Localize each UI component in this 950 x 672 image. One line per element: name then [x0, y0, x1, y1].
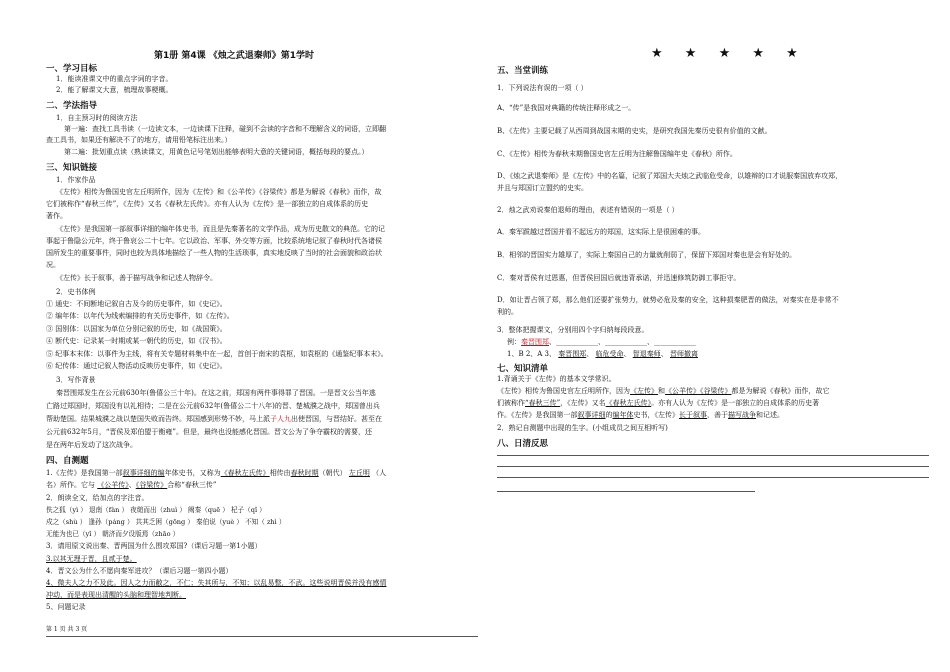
- knowledge-10: 2．史书体例: [56, 288, 96, 296]
- knowledge-14: ④ 断代史：记录某一时期或某一朝代的历史，如《汉书》。: [46, 337, 227, 345]
- goal-2: 2．能了解课文大意，梳理故事梗概。: [56, 86, 173, 94]
- section-reflection: 八、日清反思: [497, 439, 549, 449]
- section-checklist: 七、知识清单: [497, 364, 549, 374]
- page-footer: 第 1 页 共 3 页: [46, 626, 88, 633]
- q2-a: A．秦军跋越过晋国并看不起远方的郑国，这实际上是很困难的事。: [497, 228, 706, 236]
- knowledge-3: 它们被称作“春秋三传”，《左传》又名《春秋左氏传》。亦有人认为《左传》是一部独立的自成体系的历史: [46, 200, 369, 208]
- answers: 1、B 2、A 3、 秦晋围郑、 临危受命、 智退秦师、 晋师撤离: [507, 350, 698, 358]
- test-3: 3．请用原文说出秦、晋两国为什么围攻郑国?（课后习题一第1小题）: [46, 542, 262, 550]
- q3: 3．整体把握课文，分别用四个字归纳每段段意。: [497, 326, 649, 334]
- knowledge-21: 公元前632年5月，“晋侯及郑伯盟于衡雍”。但是，最终也没能感化晋国。晋文公为了争夺霸权的需要，还: [46, 428, 372, 436]
- method-1: 1．自主预习时的阅读方法: [56, 114, 138, 122]
- goal-1: 1．能读准课文中的重点字词的字音。: [56, 75, 173, 83]
- knowledge-1: 1．作家作品: [56, 176, 96, 184]
- q1-d-2: 并且与郑国订立盟约的史实。: [497, 184, 588, 192]
- checklist-3: 们被称作“春秋三传”，《左传》又名《春秋左氏传》。亦有人认为《左传》是一部独立的自成体系的历史著: [497, 399, 820, 407]
- q1: 1．下列说法有误的一项（ ）: [497, 84, 588, 92]
- section-practice: 五、当堂训练: [497, 66, 549, 76]
- q1-a: A、“传”是我国对典籍的传统注释形成之一。: [497, 104, 636, 112]
- test-2: 2．朗读全文，给加点的字注音。: [46, 494, 149, 502]
- knowledge-19: 亡路过郑国时，郑国没有以礼相待；二是在公元前632年(鲁僖公二十八年)的晋、楚城濮之战中，郑国曾出兵: [46, 402, 380, 410]
- section-knowledge: 三、知识链接: [46, 163, 98, 173]
- knowledge-22: 是在两年后发动了这次战争。: [46, 441, 137, 449]
- test-1b: 名）所作。它与 《公羊传》、《谷梁传》合称“春秋三传”: [46, 481, 217, 489]
- knowledge-18: 秦晋围郑发生在公元前630年(鲁僖公三十年)。在这之前，郑国有两件事得罪了晋国。一是晋文公当年逃: [56, 389, 376, 397]
- test-5: 5、问题记录: [46, 603, 86, 611]
- page-title: 第1册 第4课 《烛之武退秦师》第1学时: [154, 51, 315, 61]
- knowledge-16: ⑥ 纪传体：通过记叙人物活动反映历史事件，如《史记》。: [46, 362, 227, 370]
- q1-c: C、《左传》相传为春秋末期鲁国史官左丘明为注解鲁国编年史《春秋》所作。: [497, 150, 737, 158]
- knowledge-13: ③ 国别体：以国家为单位分别记叙的历史，如《战国策》。: [46, 325, 227, 333]
- section-learning-goals: 一、学习目标: [46, 64, 98, 74]
- knowledge-7: 国所发生的重要事件，同时也较为具体地描绘了一些人物的生活琐事，真实地反映了当时的社会面貌和政治状: [46, 249, 382, 257]
- checklist-2: 《左传》相传为鲁国史官左丘明所作，因为《左传》和《公羊传》《谷梁传》都是为解说《春秋》而作，故它: [497, 387, 830, 395]
- highlight-name: 子人九: [270, 415, 291, 423]
- knowledge-4: 著作。: [46, 212, 67, 220]
- method-2: 第一遍：查找工具书读（一边读文本，一边读课下注释，碰到不会读的字音和不理解含义的词语，立即翻: [64, 125, 386, 133]
- section-self-test: 四、自测题: [46, 456, 89, 466]
- knowledge-6: 事起于鲁隐公元年，终于鲁哀公二十七年。它以政治、军事、外交等方面，比较系统地记叙了春秋时代各诸侯: [46, 237, 382, 245]
- reflection-line-1[interactable]: [497, 455, 929, 456]
- pinyin-row-3: 无能为也已（yǐ ） 朝济而夕设版焉（zhāo ）: [46, 530, 180, 538]
- rating-stars: ★ ★ ★ ★ ★: [651, 46, 807, 61]
- knowledge-8: 况。: [46, 261, 60, 269]
- footer-rule: [46, 636, 478, 637]
- knowledge-11: ① 通史：不间断地记叙自古及今的历史事件，如《史记》。: [46, 300, 227, 308]
- test-4-answer-1: 4、微夫人之力不及此。因人之力而敝之，不仁；失其所与，不知；以乱易整，不武。这些说明晋侯并没有感情: [46, 579, 387, 587]
- test-3-answer: 3.以其无理于晋，且贰于楚。: [46, 555, 137, 563]
- reflection-line-4[interactable]: [497, 491, 755, 492]
- checklist-5: 2．熟记自测题中出现的生字。(小组成员之间互相听写): [497, 424, 668, 432]
- q2-b: B．相邻的晋国实力雄厚了，实际上秦国自己的力量就削弱了，保留下郑国对秦也是会有好处的。: [497, 251, 797, 259]
- knowledge-15: ⑤ 纪事本末体：以事件为主线，将有关专题材料集中在一起，首创于南宋的袁枢，如袁枢的《通鉴纪事本末》。: [46, 350, 388, 358]
- q1-d-1: D、《烛之武退秦师》是《左传》中的名篇，记叙了郑国大夫烛之武临危受命，以雄辩的口才说服秦国放弃攻郑，: [497, 172, 843, 180]
- knowledge-2: 《左传》相传为鲁国史官左丘明所作，因为《左传》和《公羊传》《谷梁传》都是为解说《春秋》而作，故: [56, 188, 382, 196]
- knowledge-5: 《左传》是我国第一部叙事详细的编年体史书，而且是先秦著名的文学作品，成为历史散文的典范。它的记: [56, 225, 385, 233]
- q2-d-1: D．如让晋占领了郑，那么他们还要扩张势力，就势必危及秦的安全，这种损秦肥晋的做法，对秦实在是非常不: [497, 296, 839, 304]
- reflection-line-3[interactable]: [497, 477, 929, 478]
- knowledge-17: 3．写作背景: [56, 376, 96, 384]
- reflection-line-2[interactable]: [497, 466, 929, 467]
- q2-d-2: 利的。: [497, 308, 518, 316]
- method-3: 查工具书，如果还有解决不了的地方，请用铅笔标注出来。）: [46, 136, 232, 144]
- q2: 2．烛之武劝说秦伯退师的理由，表述有错误的一项是（ ）: [497, 206, 679, 214]
- pinyin-row-2: 戍之（shù ） 逢孙（páng ） 共其乏困（gōng ） 秦伯说（yuè ） 不知（ zhì ）: [46, 518, 286, 526]
- test-4: 4．晋文公为什么不愿向秦军进攻？（课后习题一第四小题）: [46, 567, 233, 575]
- test-1: 1.《左传》是我国第一部叙事详细的编年体史书，又称为《春秋左氏传》相传由春秋时期（朝代） 左丘明 （人: [46, 469, 387, 477]
- q1-b: B、《左传》主要记载了从西周到战国末期的史实，是研究我国先秦历史很有价值的文献。: [497, 127, 772, 135]
- pinyin-row-1: 佚之狐（yì ） 退南（fàn ） 夜缒而出（zhuì ） 阙秦（quē ） 杞子（qǐ ）: [46, 506, 266, 514]
- method-4: 第二遍：批划重点读（熟读课文，用黄色记号笔划出能够表明大意的关键词语，概括每段的要点。）: [64, 148, 369, 156]
- q3-example: 例：秦晋围郑、____________、____________、____________: [507, 338, 696, 346]
- section-method: 二、学法指导: [46, 101, 98, 111]
- checklist-1: 1.背诵关于《左传》的基本文学常识。: [497, 375, 616, 383]
- q2-c: C．秦对晋侯有过恩惠，但晋侯回国后就违背承诺，并迅速修筑防御工事拒守。: [497, 274, 741, 282]
- knowledge-20: 帮助楚国。结果城濮之战以楚国失败而告终。郑国感到形势不妙，马上派子人九出使晋国，与晋结好。甚至在: [46, 415, 382, 423]
- test-4-answer-2: 冲动，而是表现出清醒的头脑和理智地判断。: [46, 591, 186, 599]
- knowledge-12: ② 编年体：以年代为线索编排的有关历史事件，如《左传》。: [46, 312, 234, 320]
- checklist-4: 作。《左传》是我国第一部叙事详细的编年体史书，《左传》长于叙事，善于描写战争和记述。: [497, 411, 784, 419]
- knowledge-9: 《左传》长于叙事，善于描写战争和记述人物辞令。: [56, 274, 217, 282]
